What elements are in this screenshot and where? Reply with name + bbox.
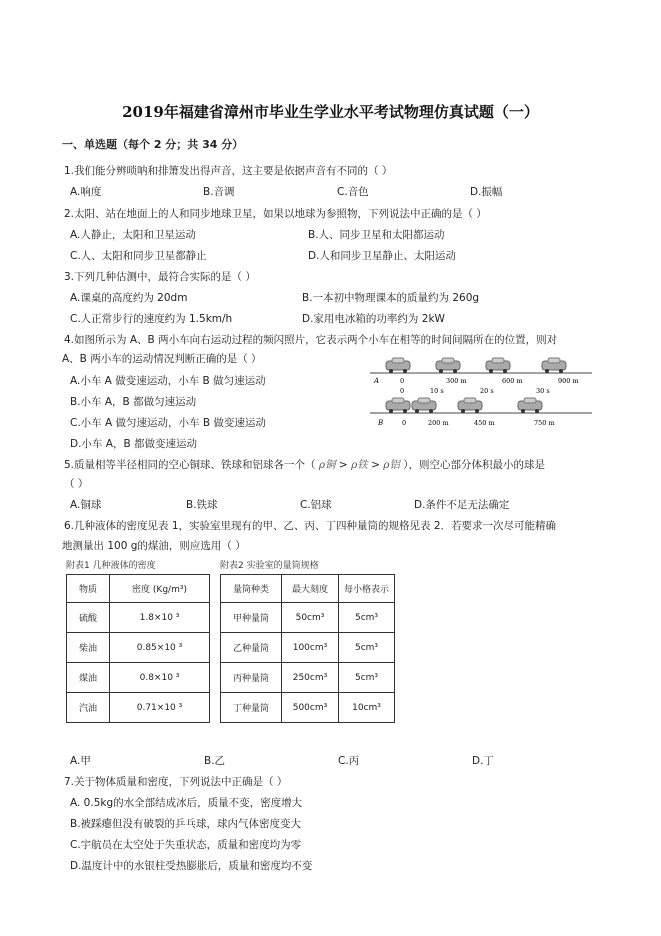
row-a-mark-2: 600 m	[502, 377, 523, 385]
car-a-1-icon	[436, 358, 460, 373]
car-a-2-icon	[486, 358, 510, 373]
car-b-2-icon	[458, 398, 482, 413]
row-a-track	[370, 358, 592, 373]
q3-option-a: A.课桌的高度约为 20dm	[70, 292, 188, 304]
table-2-cell: 500cm³	[282, 693, 339, 723]
table-2-cell: 丙种量筒	[221, 663, 282, 693]
q5-option-a: A.铜球	[70, 499, 102, 511]
q5-option-b: B.铁球	[186, 499, 218, 511]
question-3-stem: 3.下列几种估测中，最符合实际的是（ ）	[64, 271, 256, 283]
table-2-cell: 甲种量筒	[221, 603, 282, 633]
table-1-cell: 汽油	[67, 693, 110, 723]
rho-aluminum: ρ铝	[383, 459, 400, 471]
table-2-cell: 5cm³	[339, 633, 395, 663]
row-b-track	[370, 398, 592, 413]
car-b-1-icon	[412, 398, 436, 413]
row-b-mark-0: 0	[402, 419, 407, 427]
q6-option-b: B.乙	[204, 755, 226, 767]
table-1-cell: 硫酸	[67, 603, 110, 633]
question-4-stem-line1: 4.如图所示为 A、B 两小车向右运动过程的频闪照片，它表示两个小车在相等的时间间隔所在的位置，则对	[64, 334, 558, 346]
q3-option-d: D.家用电冰箱的功率约为 2kW	[302, 313, 445, 325]
table-1-header: 物质	[67, 575, 110, 603]
q6-option-d: D.丁	[472, 755, 494, 767]
q5-option-d: D.条件不足无法确定	[414, 499, 510, 511]
q7-option-b: B.被踩瘪但没有破裂的乒乓球，球内气体密度变大	[70, 818, 302, 830]
row-a-time-1: 10 s	[430, 387, 444, 395]
question-7-stem: 7.关于物体质量和密度，下列说法中正确是（ ）	[64, 776, 288, 788]
question-5-stem-line2: （ ）	[64, 478, 89, 490]
row-b-mark-1: 200 m	[428, 419, 449, 427]
table-1-cell: 0.71×10 ³	[110, 693, 210, 723]
row-a-time-2: 20 s	[480, 387, 494, 395]
table-1-cell: 柴油	[67, 633, 110, 663]
table-2-cell: 50cm³	[282, 603, 339, 633]
table-2-cell: 100cm³	[282, 633, 339, 663]
q3-option-b: B.一本初中物理课本的质量约为 260g	[302, 292, 480, 304]
q5-stem-end: ），则空心部分体积最小的球是	[403, 459, 546, 471]
row-a-mark-0: 0	[400, 377, 405, 385]
table-1-cell: 0.8×10 ³	[110, 663, 210, 693]
section-heading: 一、单选题（每个 2 分；共 34 分）	[62, 138, 244, 151]
page-title: 2019年福建省漳州市毕业生学业水平考试物理仿真试题（一）	[122, 103, 539, 121]
car-a-0-icon	[386, 358, 410, 373]
row-b-label: B	[378, 419, 384, 427]
greater-than-1: >	[338, 459, 348, 471]
q6-option-c: C.丙	[338, 755, 360, 767]
table-2-cell: 250cm³	[282, 663, 339, 693]
q1-option-c: C.音色	[337, 186, 369, 198]
table-2-cell: 5cm³	[339, 663, 395, 693]
q2-option-d: D.人和同步卫星静止、太阳运动	[308, 250, 456, 262]
q4-option-b: B.小车 A，B 都做匀速运动	[70, 396, 197, 408]
q5-stem-start: 5.质量相等半径相同的空心铜球、铁球和铝球各一个（	[64, 459, 316, 471]
rho-iron: ρ铁	[351, 459, 368, 471]
table-1-cell: 煤油	[67, 663, 110, 693]
row-a-label: A	[374, 377, 380, 385]
question-4-stem-line2: A、B 两小车的运动情况判断正确的是（ ）	[62, 353, 262, 365]
rho-copper: ρ铜	[318, 459, 336, 471]
table-2-cell: 5cm³	[339, 603, 395, 633]
table-1-caption: 附表1 几种液体的密度	[66, 561, 156, 571]
row-a-time-3: 30 s	[536, 387, 550, 395]
q4-option-c: C.小车 A 做匀速运动，小车 B 做变速运动	[70, 417, 266, 429]
table-1-cell: 0.85×10 ³	[110, 633, 210, 663]
question-6-stem-line1: 6.几种液体的密度见表 1，实验室里现有的甲、乙、丙、丁四种量筒的规格见表 2．若要求一次尽可能精确	[64, 520, 557, 532]
row-a-mark-3: 900 m	[558, 377, 579, 385]
table-1-header: 密度 (Kg/m³)	[110, 575, 210, 603]
greater-than-2: >	[371, 459, 380, 471]
car-b-3-icon	[518, 398, 542, 413]
q1-option-b: B.音调	[203, 186, 235, 198]
table-2-cylinder-specs	[220, 574, 395, 723]
q7-option-d: D.温度计中的水银柱受热膨胀后，质量和密度均不变	[70, 860, 313, 872]
q7-option-c: C.宇航员在太空处于失重状态，质量和密度均为零	[70, 839, 302, 851]
car-a-3-icon	[542, 358, 566, 373]
q1-option-a: A.响度	[70, 186, 102, 198]
car-motion-figure	[368, 355, 594, 435]
q5-option-c: C.铝球	[300, 499, 332, 511]
q4-option-a: A.小车 A 做变速运动，小车 B 做匀速运动	[70, 375, 266, 387]
table-2-cell: 乙种量筒	[221, 633, 282, 663]
question-2-stem: 2.太阳、站在地面上的人和同步地球卫星，如果以地球为参照物，下列说法中正确的是（ ）	[64, 208, 487, 220]
q3-option-c: C.人正常步行的速度约为 1.5km/h	[70, 313, 233, 325]
question-1-stem: 1.我们能分辨唢呐和排箫发出得声音，这主要是依据声音有不同的（ ）	[64, 165, 393, 177]
row-b-mark-3: 750 m	[534, 419, 555, 427]
table-2-caption: 附表2 实验室的量筒规格	[220, 561, 319, 571]
table-2-header: 最大刻度	[282, 575, 339, 603]
q1-option-d: D.振幅	[470, 186, 503, 198]
table-2-cell: 10cm³	[339, 693, 395, 723]
table-2-header: 量筒种类	[221, 575, 282, 603]
row-a-time-0: 0	[400, 387, 405, 395]
car-b-0-icon	[386, 398, 410, 413]
q2-option-a: A.人静止，太阳和卫星运动	[70, 229, 196, 241]
table-2-header: 每小格表示	[339, 575, 395, 603]
table-2-cell: 丁种量筒	[221, 693, 282, 723]
q7-option-a: A. 0.5kg的水全部结成冰后，质量不变，密度增大	[70, 797, 303, 809]
row-a-mark-1: 300 m	[446, 377, 467, 385]
q6-option-a: A.甲	[70, 755, 91, 767]
q2-option-b: B.人、同步卫星和太阳都运动	[308, 229, 445, 241]
row-b-mark-2: 450 m	[474, 419, 495, 427]
table-1-liquid-density	[66, 574, 210, 723]
q4-option-d: D.小车 A，B 都做变速运动	[70, 438, 197, 450]
question-5-stem-line1	[64, 457, 545, 472]
question-6-stem-line2: 地测量出 100 g的煤油，则应选用（ ）	[62, 540, 246, 552]
table-1-cell: 1.8×10 ³	[110, 603, 210, 633]
q2-option-c: C.人、太阳和同步卫星都静止	[70, 250, 207, 262]
